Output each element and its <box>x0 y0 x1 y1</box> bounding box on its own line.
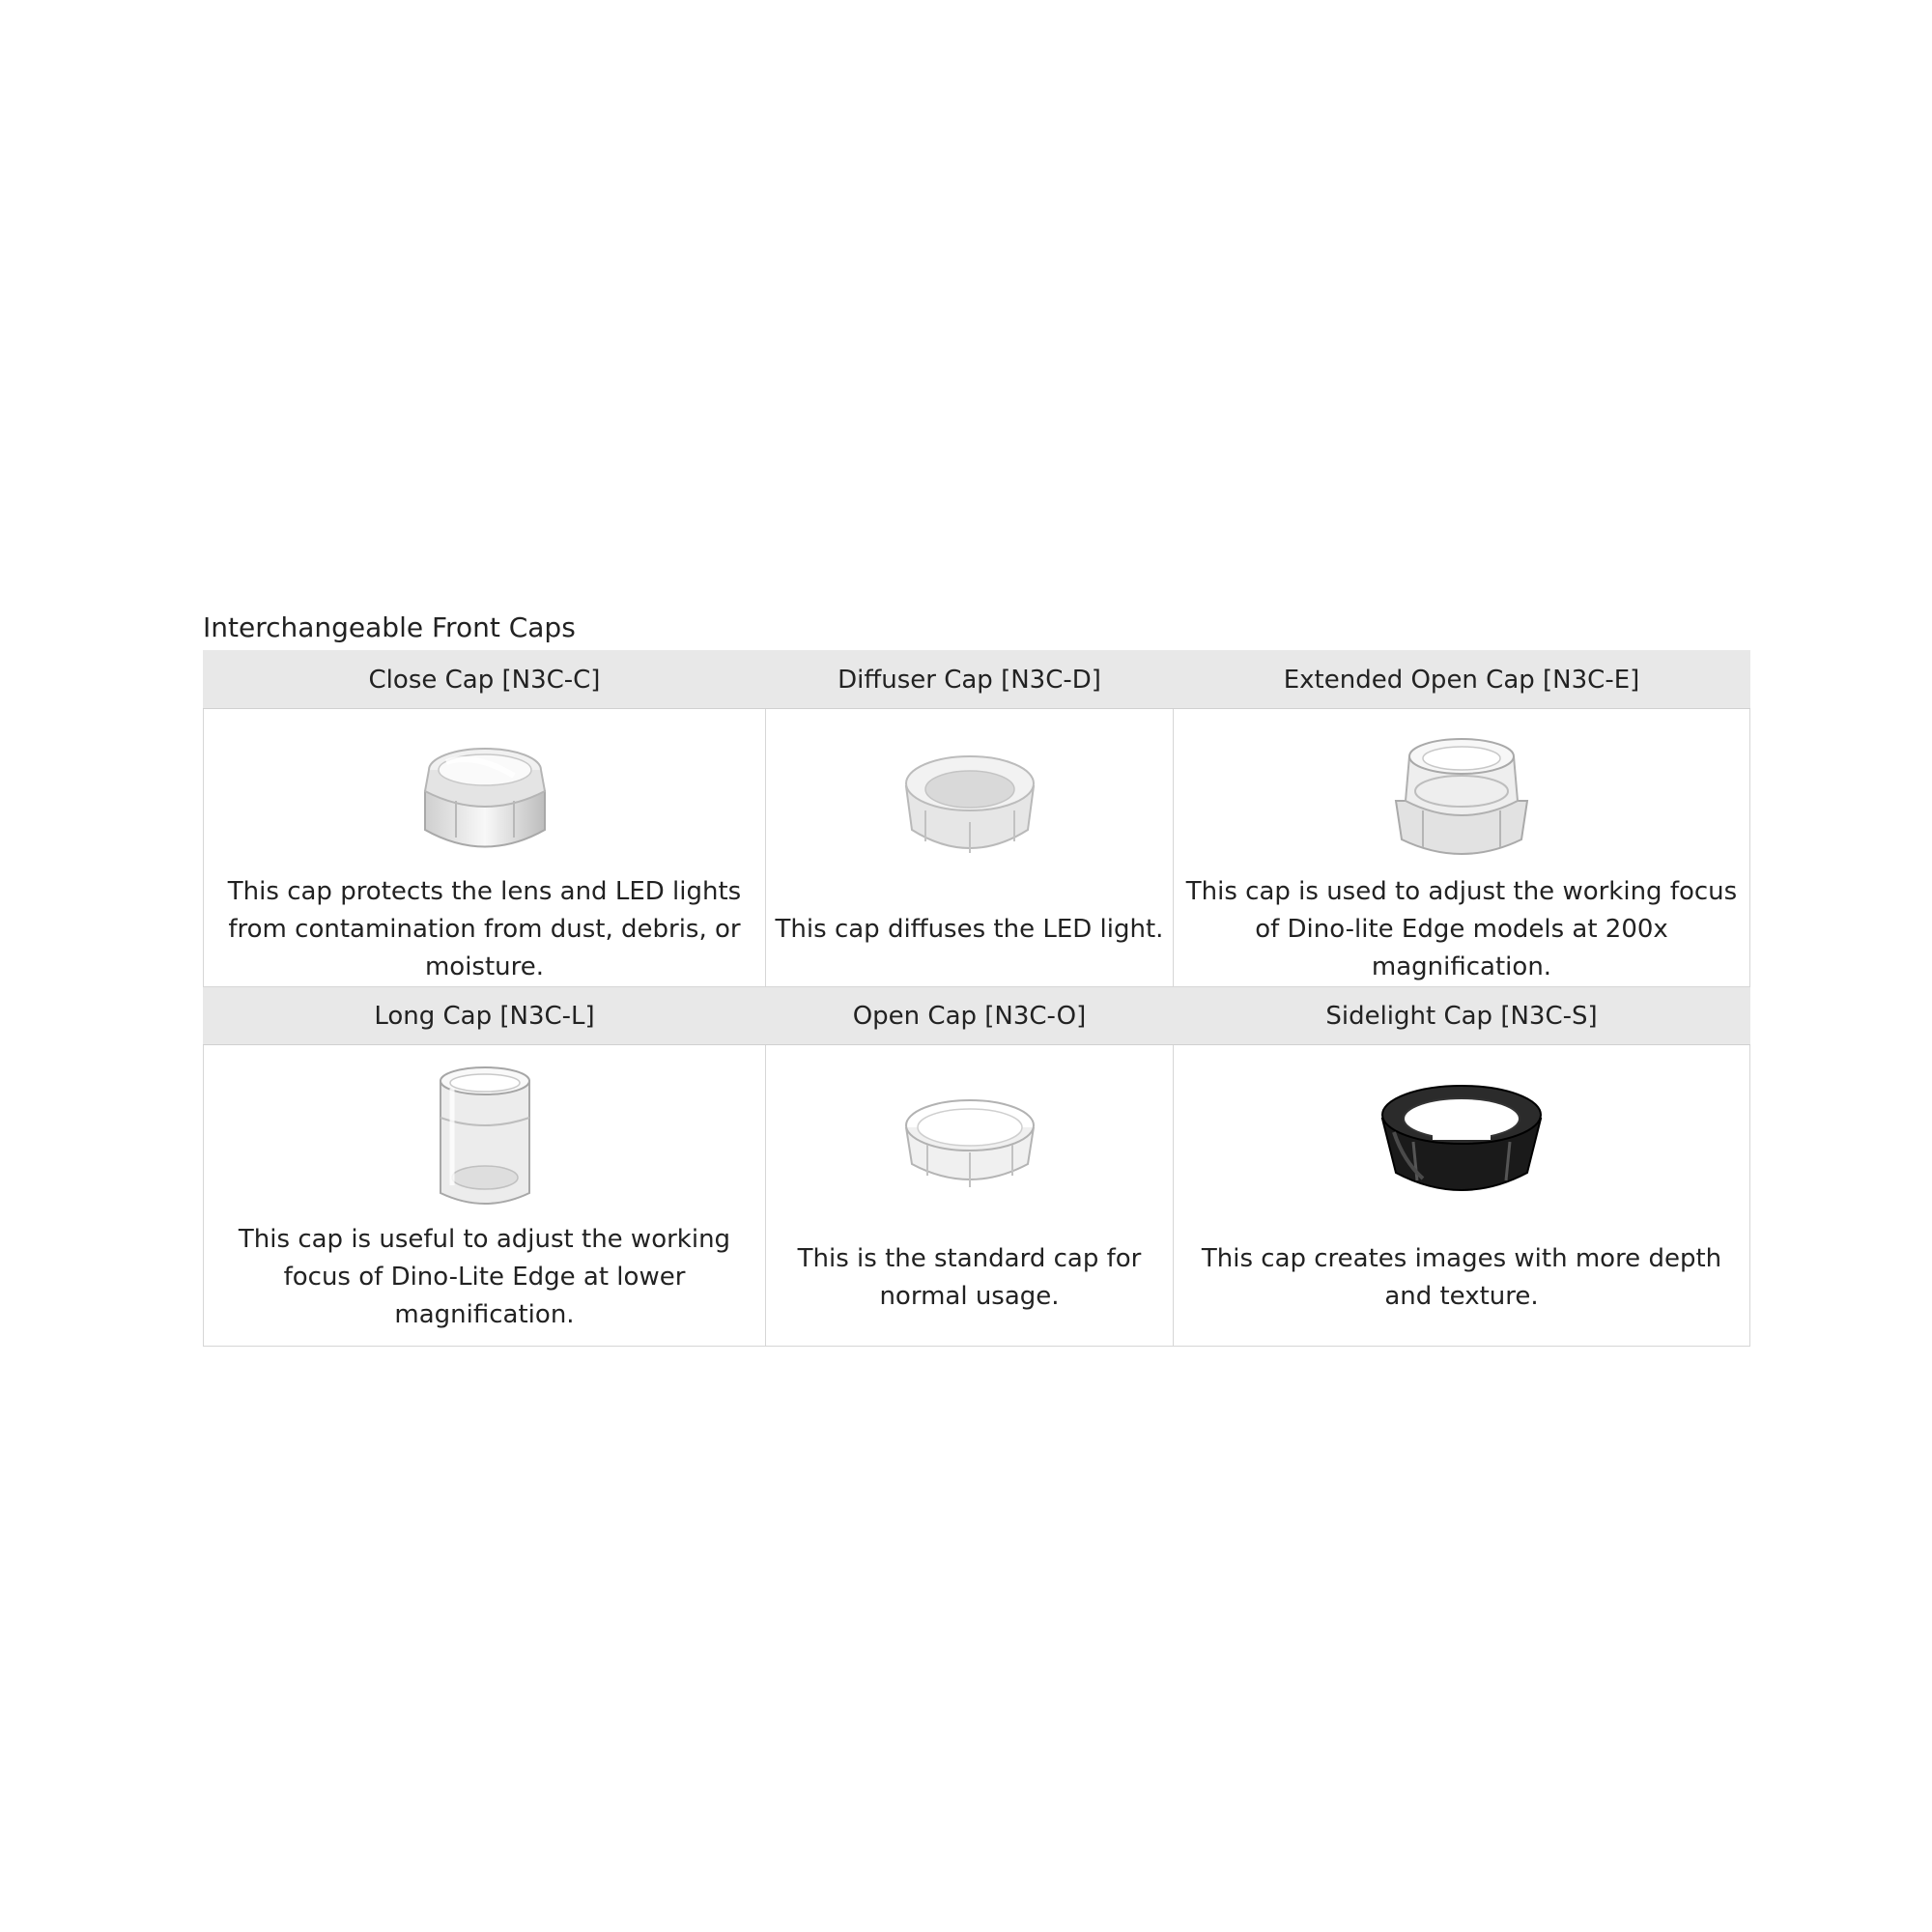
header-row <box>204 651 1750 709</box>
cap-cell <box>1174 1045 1750 1347</box>
header-row <box>204 987 1750 1045</box>
table-caption: Interchangeable Front Caps <box>203 611 576 643</box>
extended-open-cap-image <box>1384 728 1539 873</box>
cap-title: Long Cap [N3C-L] <box>204 987 766 1045</box>
diffuser-cap-image <box>893 728 1047 873</box>
cap-title: Diffuser Cap [N3C-D] <box>766 651 1174 709</box>
open-cap-image <box>893 1065 1047 1209</box>
cap-description: This cap is used to adjust the working focus of Dino-lite Edge models at 200x magnification. <box>1185 877 1738 981</box>
cap-description: This cap protects the lens and LED lights from contamination from dust, debris, or moisture. <box>227 877 742 981</box>
close-cap-image <box>408 728 562 873</box>
cap-cell <box>204 709 766 987</box>
cap-title: Sidelight Cap [N3C-S] <box>1174 987 1750 1045</box>
cap-title: Open Cap [N3C-O] <box>766 987 1174 1045</box>
cap-cell <box>766 709 1174 987</box>
front-caps-table <box>203 650 1750 1347</box>
content-row <box>204 1045 1750 1347</box>
cap-description: This cap creates images with more depth and texture. <box>1201 1243 1722 1311</box>
cap-cell <box>766 1045 1174 1347</box>
cap-title: Extended Open Cap [N3C-E] <box>1174 651 1750 709</box>
cap-description: This cap is useful to adjust the working focus of Dino-Lite Edge at lower magnification. <box>238 1225 731 1329</box>
cap-cell <box>1174 709 1750 987</box>
cap-cell <box>204 1045 766 1347</box>
cap-description: This cap diffuses the LED light. <box>775 915 1164 944</box>
cap-title: Close Cap [N3C-C] <box>204 651 766 709</box>
long-cap-image <box>408 1065 562 1209</box>
sidelight-cap-image <box>1375 1065 1548 1209</box>
content-row <box>204 709 1750 987</box>
cap-description: This is the standard cap for normal usage. <box>797 1243 1142 1311</box>
